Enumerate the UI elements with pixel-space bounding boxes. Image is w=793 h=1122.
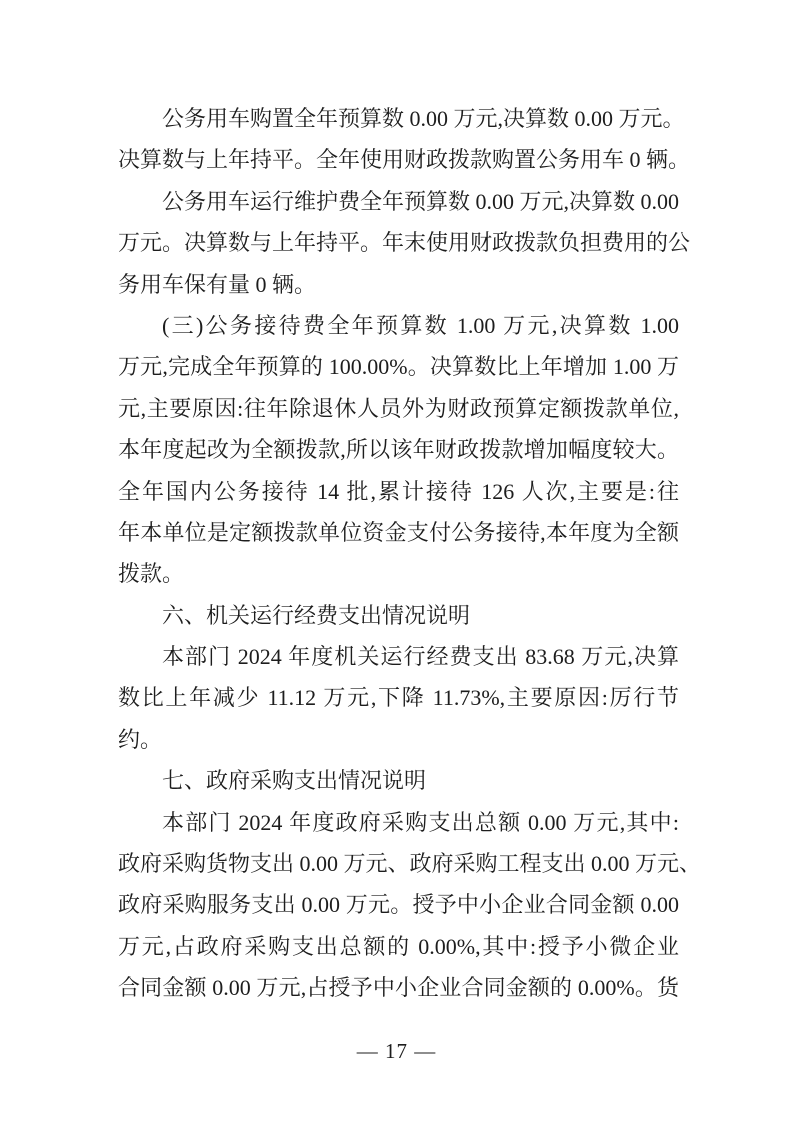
page-number: — 17 —: [356, 1039, 437, 1063]
text-line: 政府采购服务支出 0.00 万元。授予中小企业合同金额 0.00: [118, 892, 679, 918]
text-line: 本年度起改为全额拨款,所以该年财政拨款增加幅度较大。: [118, 437, 679, 463]
text-line: 数比上年减少 11.12 万元,下降 11.73%,主要原因:厉行节: [118, 685, 679, 711]
text-line: 合同金额 0.00 万元,占授予中小企业合同金额的 0.00%。货: [118, 975, 679, 1001]
text-line: 决算数与上年持平。全年使用财政拨款购置公务用车 0 辆。: [118, 147, 691, 173]
text-line: 拨款。: [118, 561, 185, 587]
text-line: 公务用车运行维护费全年预算数 0.00 万元,决算数 0.00: [162, 188, 680, 214]
text-line: 本部门 2024 年度政府采购支出总额 0.00 万元,其中:: [162, 809, 679, 835]
text-line: 务用车保有量 0 辆。: [118, 271, 317, 297]
text-line: 元,主要原因:往年除退休人员外为财政预算定额拨款单位,: [118, 395, 679, 421]
document-body: [118, 98, 702, 1009]
text-line: 七、政府采购支出情况说明: [162, 768, 427, 794]
text-line: 政府采购货物支出 0.00 万元、政府采购工程支出 0.00 万元、: [118, 851, 702, 877]
text-line: 六、机关运行经费支出情况说明: [162, 602, 471, 628]
text-line: 约。: [118, 726, 163, 752]
text-line: 年本单位是定额拨款单位资金支付公务接待,本年度为全额: [118, 519, 679, 545]
text-line: 本部门 2024 年度机关运行经费支出 83.68 万元,决算: [162, 644, 679, 670]
text-line: 万元。决算数与上年持平。年末使用财政拨款负担费用的公: [118, 230, 691, 256]
text-line: 万元,占政府采购支出总额的 0.00%,其中:授予小微企业: [118, 933, 679, 959]
text-line: 全年国内公务接待 14 批,累计接待 126 人次,主要是:往: [118, 478, 679, 504]
text-line: (三)公务接待费全年预算数 1.00 万元,决算数 1.00: [162, 312, 679, 338]
text-line: 公务用车购置全年预算数 0.00 万元,决算数 0.00 万元。: [162, 106, 685, 131]
text-line: 万元,完成全年预算的 100.00%。决算数比上年增加 1.00 万: [118, 354, 679, 380]
